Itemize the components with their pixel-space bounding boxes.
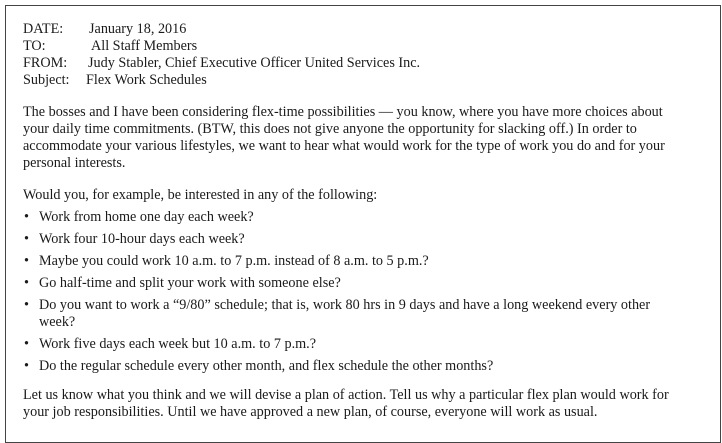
intro-paragraph: The bosses and I have been considering flex-time possibilities — you know, where you have more choices about your daily time commitments. (BTW, this does not give anyone the opportunity for slacking off.) In order to accommodate your various lifestyles, we want to hear what would work for the type of work you do and for your personal interests. <box>23 104 665 171</box>
bullet-icon: • <box>24 358 29 374</box>
list-item <box>23 209 683 226</box>
from-value: Judy Stabler, Chief Executive Officer United Services Inc. <box>88 55 421 71</box>
bullet-icon: • <box>24 297 29 313</box>
bullet-icon: • <box>24 209 29 225</box>
list-item <box>23 297 683 331</box>
closing-paragraph: Let us know what you think and we will devise a plan of action. Tell us why a particular flex plan would work for your job responsibilities. Until we have approved a new plan, of course, everyone will work as usual. <box>23 387 669 420</box>
to-value: All Staff Members <box>91 38 198 54</box>
list-item <box>23 358 683 375</box>
list-item <box>23 253 683 270</box>
list-item <box>23 231 683 248</box>
list-item <box>23 275 683 292</box>
option-text: Work from home one day each week? <box>39 209 254 225</box>
subject-row <box>23 72 683 89</box>
bullet-icon: • <box>24 253 29 269</box>
memo-body <box>23 21 683 421</box>
subject-label: Subject: <box>23 72 70 88</box>
bullet-icon: • <box>24 231 29 247</box>
to-row <box>23 38 683 55</box>
list-item <box>23 336 683 353</box>
option-text: Go half-time and split your work with someone else? <box>39 275 341 291</box>
options-question: Would you, for example, be interested in any of the following: <box>23 187 378 203</box>
date-row <box>23 21 683 38</box>
memo-frame <box>5 5 721 443</box>
memo-header <box>23 21 683 89</box>
to-label: TO: <box>23 38 46 54</box>
option-text: Do you want to work a “9/80” schedule; that is, work 80 hrs in 9 days and have a long weekend every other week? <box>39 297 651 330</box>
date-value: January 18, 2016 <box>89 21 187 37</box>
subject-value: Flex Work Schedules <box>86 72 207 88</box>
option-text: Maybe you could work 10 a.m. to 7 p.m. instead of 8 a.m. to 5 p.m.? <box>39 253 429 269</box>
from-row <box>23 55 683 72</box>
options-list <box>23 209 683 375</box>
bullet-icon: • <box>24 275 29 291</box>
option-text: Do the regular schedule every other month, and flex schedule the other months? <box>39 358 494 374</box>
from-label: FROM: <box>23 55 68 71</box>
date-label: DATE: <box>23 21 64 37</box>
option-text: Work four 10-hour days each week? <box>39 231 245 247</box>
bullet-icon: • <box>24 336 29 352</box>
option-text: Work five days each week but 10 a.m. to 7 p.m.? <box>39 336 317 352</box>
